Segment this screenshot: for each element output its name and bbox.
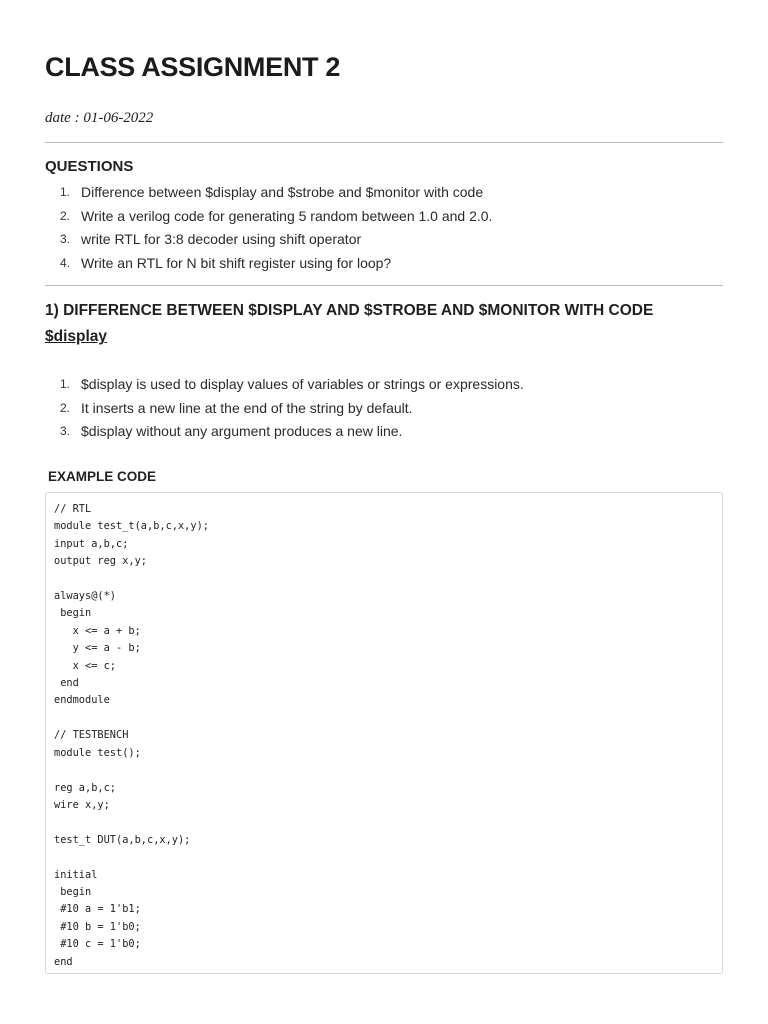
code-block — [45, 492, 723, 974]
list-number: 3. — [59, 424, 70, 438]
list-number: 3. — [59, 232, 70, 246]
list-number: 2. — [59, 400, 70, 415]
list-text: $display without any argument produces a new line. — [81, 423, 403, 439]
code-text: // RTL module test_t(a,b,c,x,y); input a,b,c; output reg x,y; always@(*) begin x <= a + b; y <= a - b; x <= c; end endmodule // TESTBENCH module test(); reg a,b,c; wire x,y; test_t DUT(a,b,c,x,y); initial begin #10 a = 1'b1; #10 b = 1'b0; #10 c = 1'b0; end — [54, 503, 209, 968]
list-text: Write an RTL for N bit shift register using for loop? — [81, 254, 392, 271]
list-text: Difference between $display and $strobe and $monitor with code — [81, 184, 484, 200]
list-item — [45, 420, 723, 444]
list-text: It inserts a new line at the end of the string by default. — [81, 399, 413, 416]
list-item — [45, 181, 723, 205]
list-number: 4. — [59, 255, 70, 270]
list-number: 2. — [59, 208, 70, 223]
list-number: 1. — [59, 377, 70, 391]
list-number: 1. — [59, 185, 70, 199]
list-item — [45, 397, 723, 421]
list-text: Write a verilog code for generating 5 random between 1.0 and 2.0. — [81, 207, 493, 224]
assignment-date: date : 01-06-2022 — [45, 110, 154, 126]
example-code-label: EXAMPLE CODE — [48, 469, 157, 484]
list-text: $display is used to display values of variables or strings or expressions. — [81, 376, 524, 392]
section-heading: 1) DIFFERENCE BETWEEN $DISPLAY AND $STROBE AND $MONITOR WITH CODE — [45, 302, 654, 319]
list-item — [45, 205, 723, 229]
page-title: CLASS ASSIGNMENT 2 — [45, 52, 341, 82]
display-subheading: $display — [45, 328, 108, 345]
questions-heading: QUESTIONS — [45, 158, 134, 175]
list-text: write RTL for 3:8 decoder using shift operator — [81, 231, 362, 247]
list-item — [45, 373, 723, 397]
list-item — [45, 228, 723, 252]
questions-list — [45, 181, 723, 275]
display-points-list — [45, 373, 723, 444]
list-item — [45, 252, 723, 276]
divider — [45, 142, 723, 143]
divider — [45, 285, 723, 286]
